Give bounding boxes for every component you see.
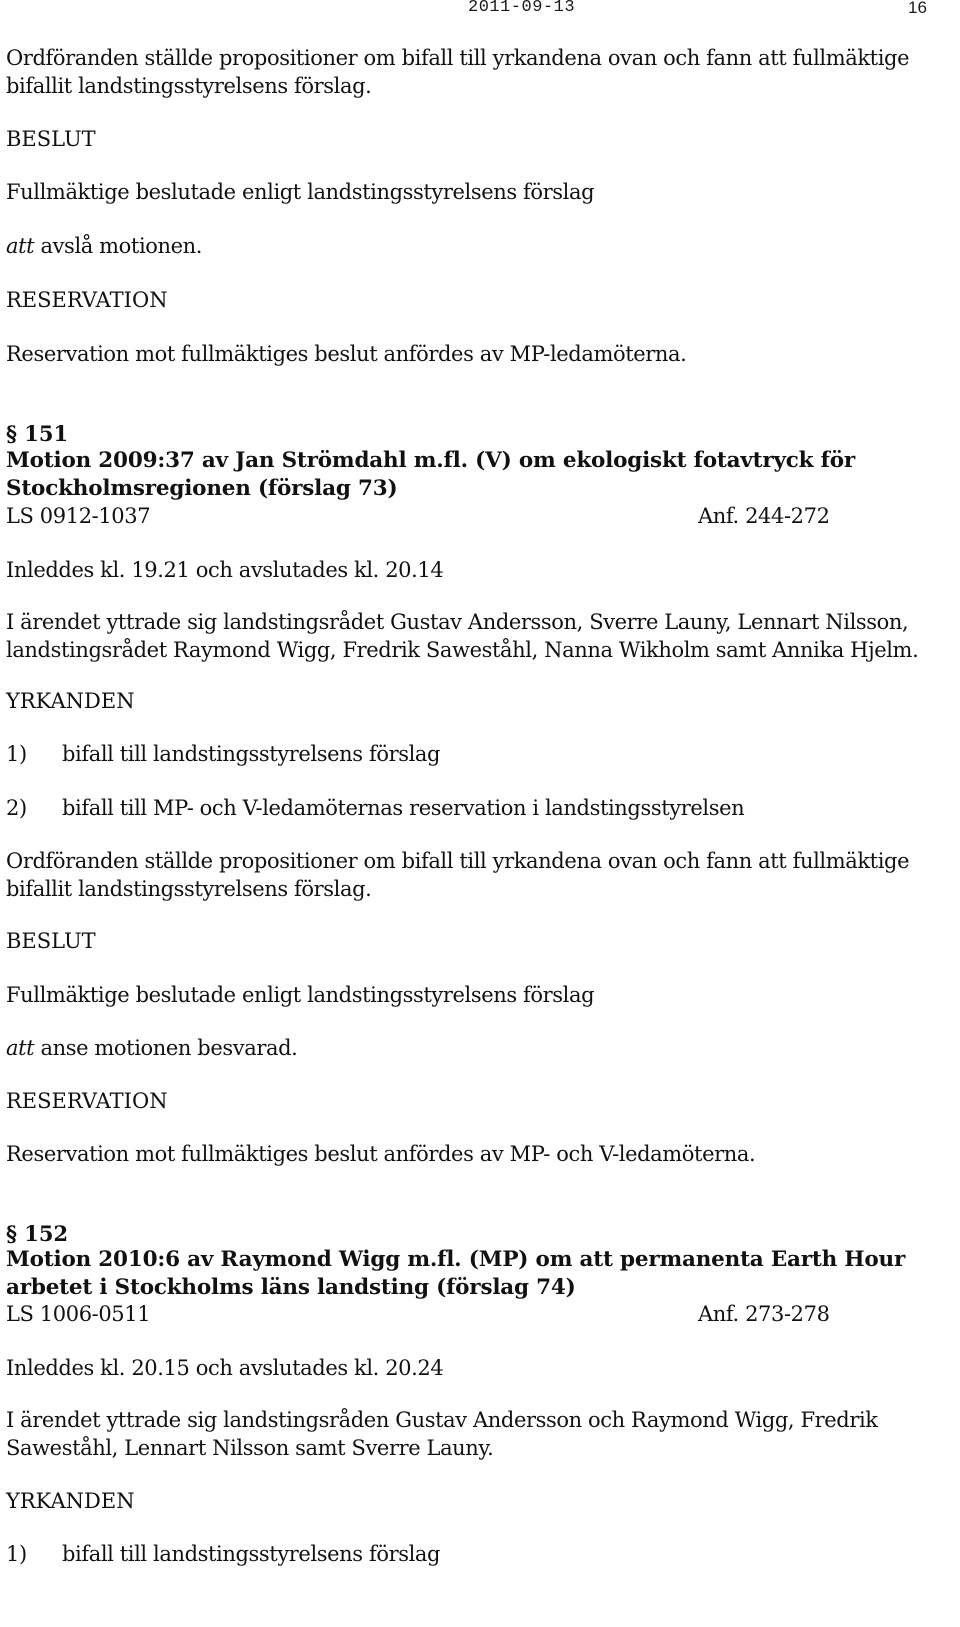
section-151-yrkanden-heading: YRKANDEN xyxy=(6,689,135,713)
att-clause xyxy=(6,232,956,260)
section-151-att-clause xyxy=(6,1034,956,1062)
header-page-number: 16 xyxy=(908,0,927,17)
beslut-heading: BESLUT xyxy=(6,127,96,151)
yrkande-number: 1) xyxy=(6,1542,27,1566)
section-151-reservation-text: Reservation mot fullmäktiges beslut anfördes av MP- och V-ledamöterna. xyxy=(6,1142,756,1166)
header-date: 2011-09-13 xyxy=(468,0,576,17)
section-151-ls-number: LS 0912-1037 xyxy=(6,504,151,528)
att-rest: avslå motionen. xyxy=(34,234,203,258)
section-152-yrkande-1 xyxy=(6,1540,956,1568)
section-152-inleddes: Inleddes kl. 20.15 och avslutades kl. 20.24 xyxy=(6,1356,444,1380)
section-151-beslut-heading: BESLUT xyxy=(6,929,96,953)
section-151-ordforanden: Ordföranden ställde propositioner om bifall till yrkandena ovan och fann att fullmäktige bifallit landstingsstyrelsens förslag. xyxy=(6,849,910,901)
section-151-title: Motion 2009:37 av Jan Strömdahl m.fl. (V) om ekologiskt fotavtryck för Stockholmsregionen (förslag 73) xyxy=(6,448,855,501)
att-word: att xyxy=(6,234,35,258)
section-151-yrkande-2 xyxy=(6,794,956,822)
section-151-yrkande-1 xyxy=(6,740,956,768)
section-152-ls-number: LS 1006-0511 xyxy=(6,1302,151,1326)
section-152-ls-row xyxy=(6,1300,956,1328)
section-151-inleddes: Inleddes kl. 19.21 och avslutades kl. 20.14 xyxy=(6,558,444,582)
yrkande-number: 1) xyxy=(6,742,27,766)
section-152-number: § 152 xyxy=(6,1221,69,1246)
ordforanden-paragraph: Ordföranden ställde propositioner om bifall till yrkandena ovan och fann att fullmäktige bifallit landstingsstyrelsens förslag. xyxy=(6,46,910,98)
yrkande-text: bifall till landstingsstyrelsens förslag xyxy=(62,1542,441,1566)
section-151-ls-row xyxy=(6,502,956,530)
att-rest: anse motionen besvarad. xyxy=(34,1036,298,1060)
yrkande-number: 2) xyxy=(6,796,27,820)
beslut-text: Fullmäktige beslutade enligt landstingsstyrelsens förslag xyxy=(6,180,595,204)
section-151-anf: Anf. 244-272 xyxy=(698,504,830,528)
section-151-number: § 151 xyxy=(6,421,69,446)
yrkande-text: bifall till landstingsstyrelsens förslag xyxy=(62,742,441,766)
att-word: att xyxy=(6,1036,35,1060)
section-152-anf: Anf. 273-278 xyxy=(698,1302,830,1326)
section-152-title: Motion 2010:6 av Raymond Wigg m.fl. (MP) om att permanenta Earth Hour arbetet i Stockholms läns landsting (förslag 74) xyxy=(6,1247,906,1300)
section-152-yrkanden-heading: YRKANDEN xyxy=(6,1489,135,1513)
section-151-beslut-text: Fullmäktige beslutade enligt landstingsstyrelsens förslag xyxy=(6,983,595,1007)
reservation-heading: RESERVATION xyxy=(6,288,168,312)
yrkande-text: bifall till MP- och V-ledamöternas reservation i landstingsstyrelsen xyxy=(62,796,745,820)
section-152-speakers: I ärendet yttrade sig landstingsråden Gustav Andersson och Raymond Wigg, Fredrik Saweståhl, Lennart Nilsson samt Sverre Launy. xyxy=(6,1408,878,1460)
reservation-text: Reservation mot fullmäktiges beslut anfördes av MP-ledamöterna. xyxy=(6,342,687,366)
section-151-reservation-heading: RESERVATION xyxy=(6,1089,168,1113)
section-151-speakers: I ärendet yttrade sig landstingsrådet Gustav Andersson, Sverre Launy, Lennart Nilsson, landstingsrådet Raymond Wigg, Fredrik Saweståhl, Nanna Wikholm samt Annika Hjelm. xyxy=(6,610,919,662)
